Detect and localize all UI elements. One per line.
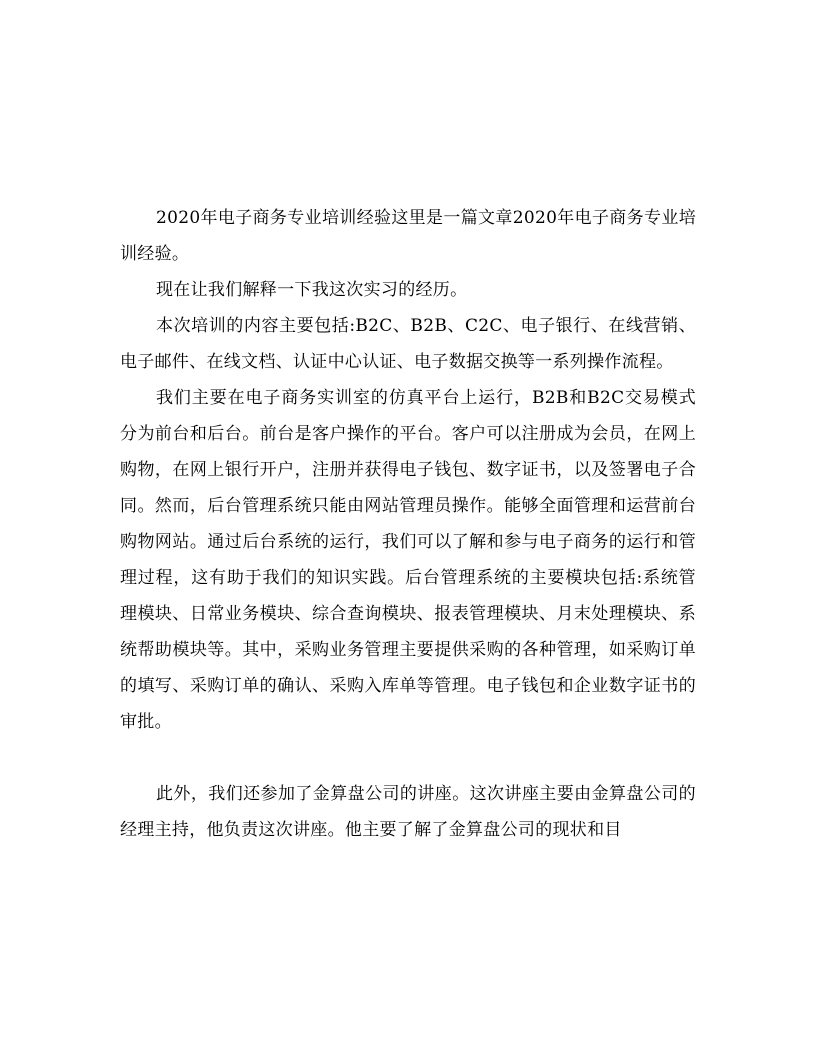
paragraph-platform: 我们主要在电子商务实训室的仿真平台上运行，B2B和B2C交易模式分为前台和后台。前台是客户操作的平台。客户可以注册成为会员，在网上购物，在网上银行开户，注册并获得电子钱包、数字证书，以及签署电子合同。然而，后台管理系统只能由网站管理员操作。能够全面管理和运营前台购物网站。通过后台系统的运行，我们可以了解和参与电子商务的运行和管理过程，这有助于我们的知识实践。后台管理系统的主要模块包括:系统管理模块、日常业务模块、综合查询模块、报表管理模块、月末处理模块、系统帮助模块等。其中，采购业务管理主要提供采购的各种管理，如采购订单的填写、采购订单的确认、采购入库单等管理。电子钱包和企业数字证书的审批。	[120, 388, 696, 732]
paragraph-lecture: 此外，我们还参加了金算盘公司的讲座。这次讲座主要由金算盘公司的经理主持，他负责这次讲座。他主要了解了金算盘公司的现状和目	[120, 784, 696, 840]
document-body	[120, 200, 696, 848]
paragraph-training-content: 本次培训的内容主要包括:B2C、B2B、C2C、电子银行、在线营销、电子邮件、在线文档、认证中心认证、电子数据交换等一系列操作流程。	[120, 316, 696, 372]
paragraph-internship: 现在让我们解释一下我这次实习的经历。	[156, 280, 468, 300]
paragraph-intro: 2020年电子商务专业培训经验这里是一篇文章2020年电子商务专业培训经验。	[120, 208, 696, 264]
